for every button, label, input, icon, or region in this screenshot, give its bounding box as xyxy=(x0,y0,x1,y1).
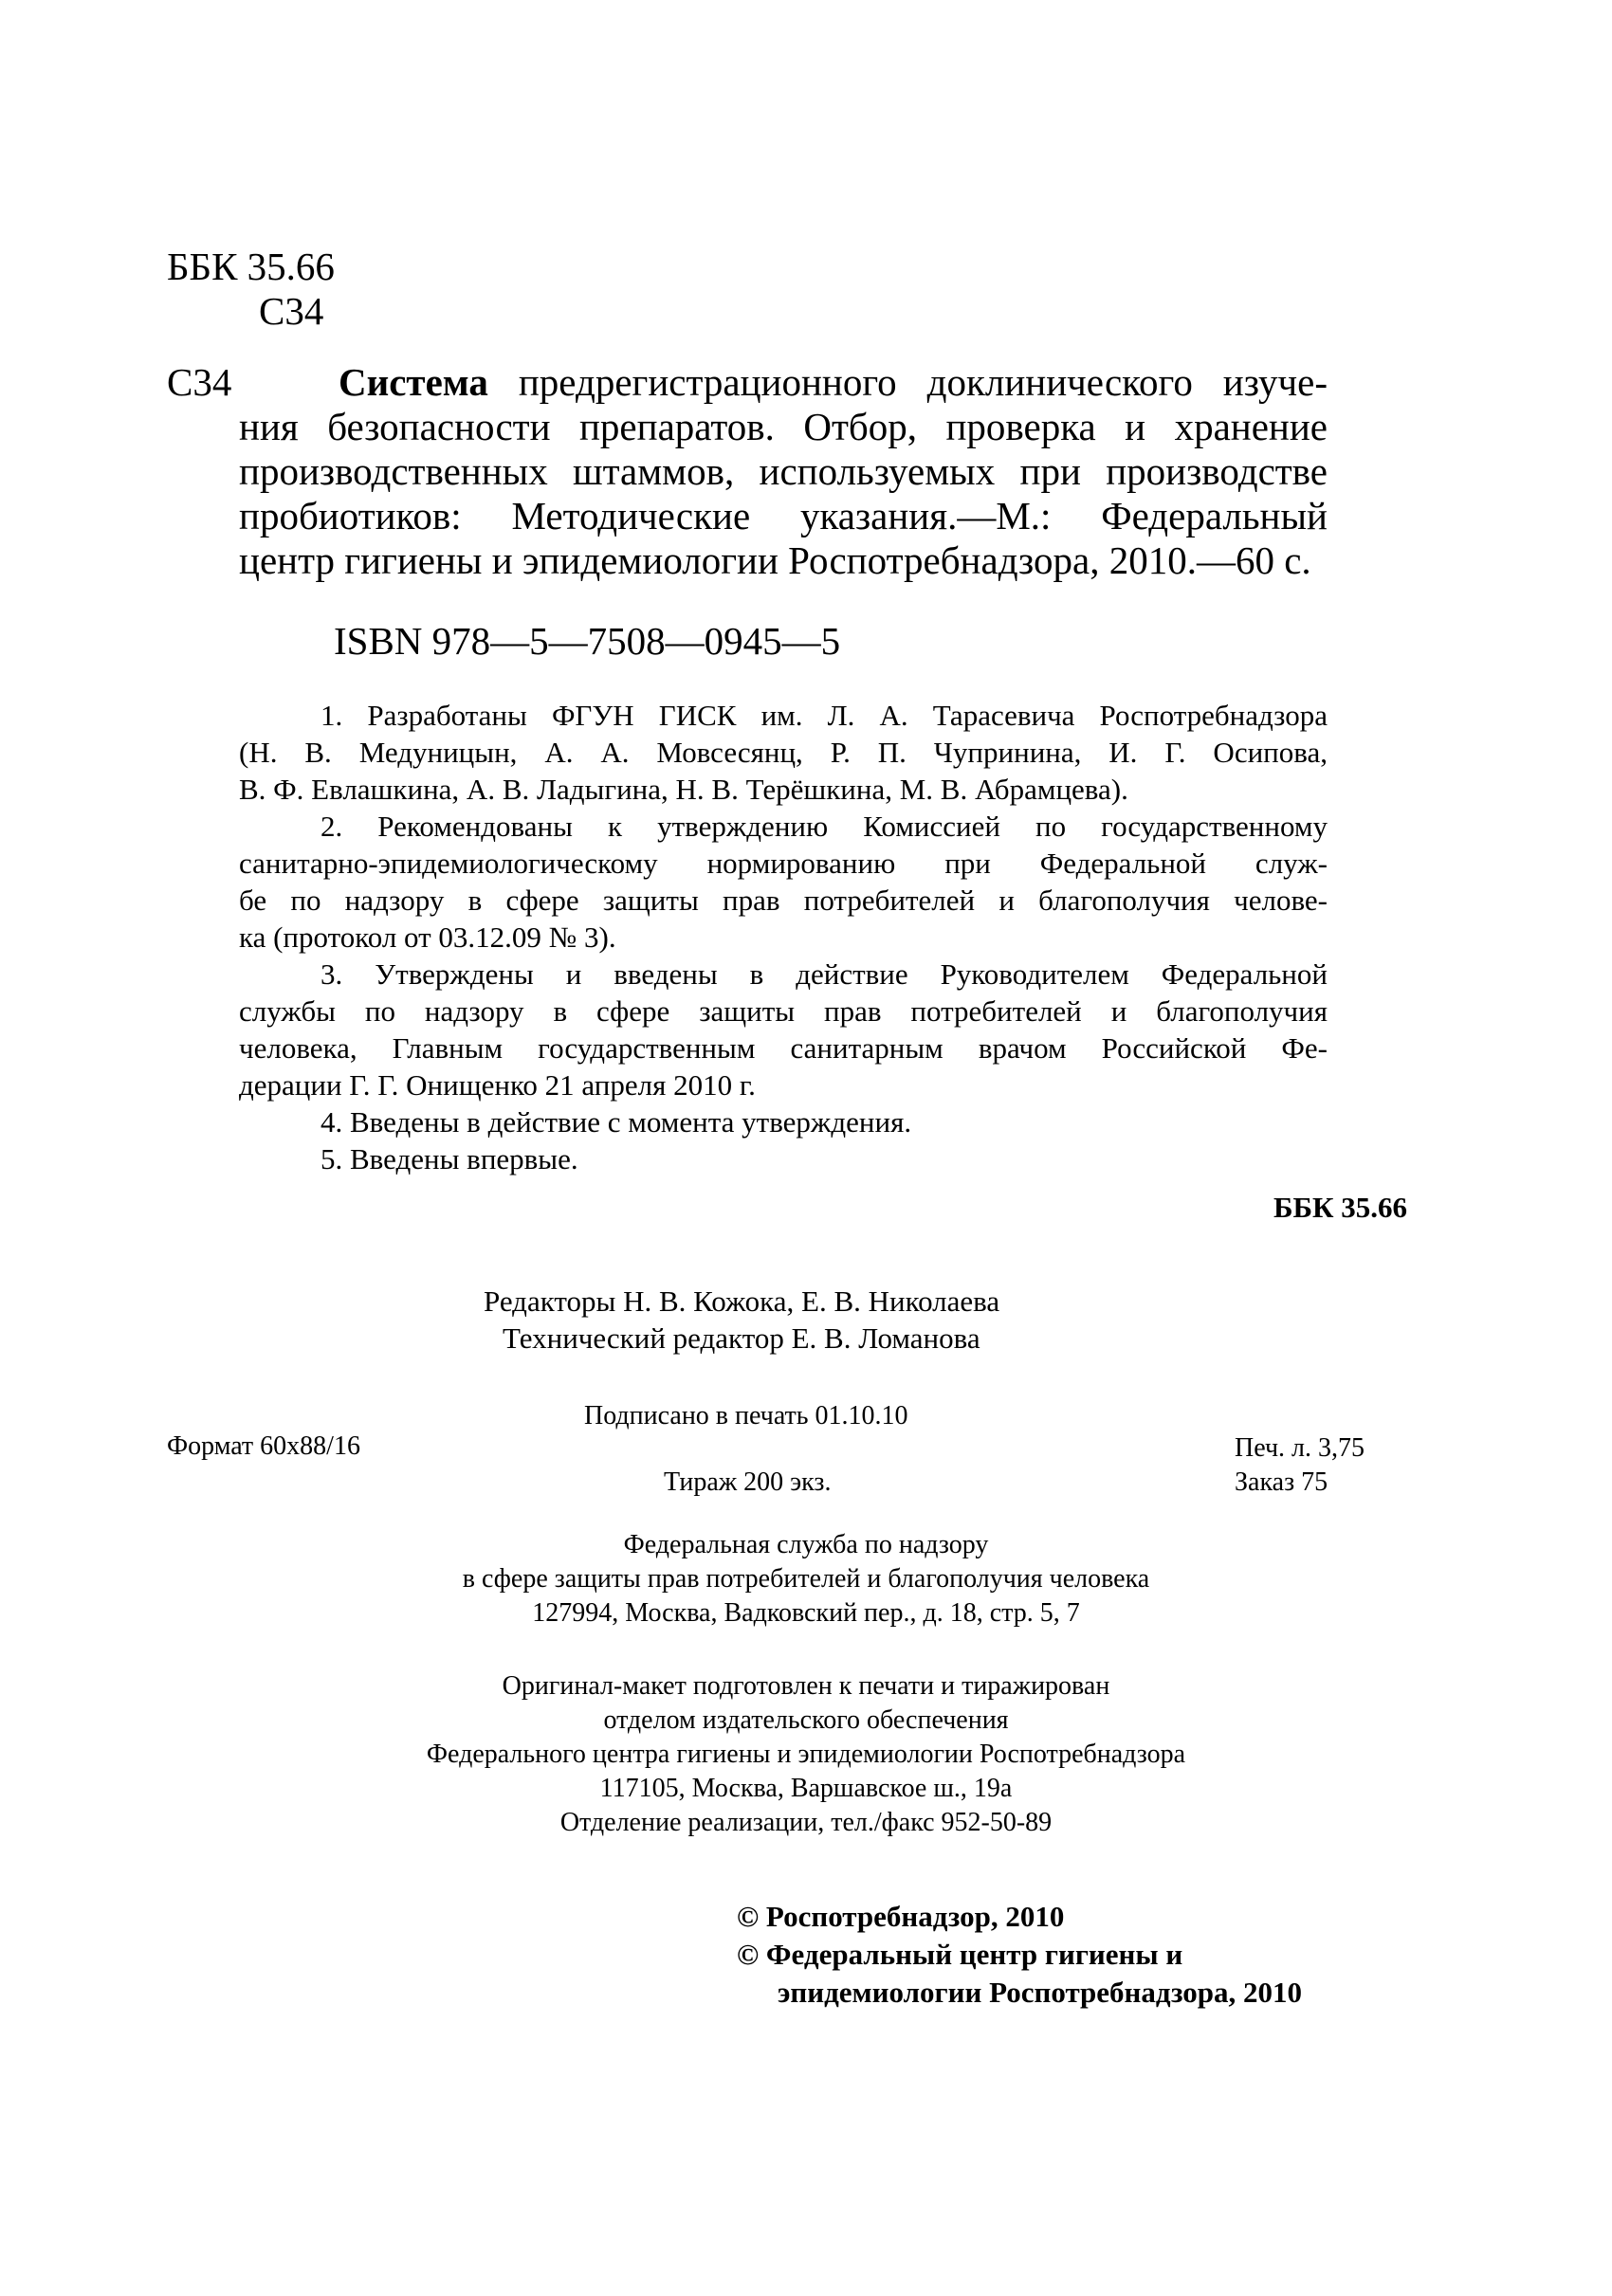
note-line: службы по надзору в сфере защиты прав потребителей и благополучия xyxy=(239,994,1328,1028)
production-line: Оригинал-макет подготовлен к печати и тиражирован xyxy=(502,1671,1110,1701)
entry-index: С34 xyxy=(167,360,232,404)
publisher-block xyxy=(322,1528,1290,1631)
publisher-line: Федеральная служба по надзору xyxy=(623,1530,989,1559)
entry-line-5: центр гигиены и эпидемиологии Роспотребнадзора, 2010.—60 с. xyxy=(239,538,1311,582)
bbk-code: ББК 35.66 xyxy=(167,245,335,288)
technical-editor: Технический редактор Е. В. Ломанова xyxy=(503,1321,980,1355)
print-order: Заказ 75 xyxy=(1235,1467,1328,1497)
publisher-line: в сфере защиты прав потребителей и благополучия человека xyxy=(462,1564,1150,1594)
print-format: Формат 60х88/16 xyxy=(167,1431,360,1461)
production-line: Федерального центра гигиены и эпидемиологии Роспотребнадзора xyxy=(426,1740,1186,1769)
bbk-sub-code: С34 xyxy=(259,289,324,333)
copyright-rospotrebnadzor: © Роспотребнадзор, 2010 xyxy=(737,1900,1065,1933)
note-line: ка (протокол от 03.12.09 № 3). xyxy=(239,920,616,954)
note-line: дерации Г. Г. Онищенко 21 апреля 2010 г. xyxy=(239,1068,756,1102)
production-block xyxy=(284,1669,1328,1840)
production-line: Отделение реализации, тел./факс 952-50-89 xyxy=(559,1808,1053,1837)
note-line: В. Ф. Евлашкина, А. В. Ладыгина, Н. В. Терёшкина, М. В. Абрамцева). xyxy=(239,773,1128,806)
editors: Редакторы Н. В. Кожока, Е. В. Николаева xyxy=(484,1285,1000,1318)
print-sheets: Печ. л. 3,75 xyxy=(1235,1433,1365,1463)
copyright-center-cont: эпидемиологии Роспотребнадзора, 2010 xyxy=(778,1976,1302,2009)
note-line: 2. Рекомендованы к утверждению Комиссией по государственному xyxy=(321,810,1328,843)
entry-line-4: пробиотиков: Методические указания.—М.: Федеральный xyxy=(239,494,1328,538)
note-line: 1. Разработаны ФГУН ГИСК им. Л. А. Тарасевича Роспотребнадзора xyxy=(321,699,1328,732)
note-line: бе по надзору в сфере защиты прав потребителей и благополучия челове- xyxy=(239,884,1328,917)
isbn: ISBN 978—5—7508—0945—5 xyxy=(334,619,841,663)
entry-line-2: ния безопасности препаратов. Отбор, проверка и хранение xyxy=(239,405,1328,448)
entry-line-3: производственных штаммов, используемых при производстве xyxy=(239,449,1328,493)
note-line: 4. Введены в действие с момента утверждения. xyxy=(321,1105,912,1139)
note-line: 5. Введены впервые. xyxy=(321,1142,578,1175)
entry-line-1: Система предрегистрационного доклинического изуче- xyxy=(339,360,1328,404)
production-line: 117105, Москва, Варшавское ш., 19а xyxy=(599,1774,1013,1803)
print-signed: Подписано в печать 01.10.10 xyxy=(584,1401,908,1430)
note-line: (Н. В. Медуницын, А. А. Мовсесянц, Р. П. Чупринина, И. Г. Осипова, xyxy=(239,736,1328,769)
publisher-line: 127994, Москва, Вадковский пер., д. 18, стр. 5, 7 xyxy=(532,1598,1080,1628)
note-line: 3. Утверждены и введены в действие Руководителем Федеральной xyxy=(321,957,1328,991)
copyright-center: © Федеральный центр гигиены и xyxy=(737,1938,1183,1971)
production-line: отделом издательского обеспечения xyxy=(603,1705,1009,1735)
note-line: человека, Главным государственным санитарным врачом Российской Фе- xyxy=(239,1031,1328,1065)
note-line: санитарно-эпидемиологическому нормированию при Федеральной служ- xyxy=(239,847,1328,880)
notes-block xyxy=(239,697,1328,1177)
entry-title-bold: Система xyxy=(339,360,488,404)
bbk-footer-code: ББК 35.66 xyxy=(1273,1191,1407,1224)
entry-description xyxy=(239,360,1328,583)
print-run: Тираж 200 экз. xyxy=(664,1467,832,1497)
